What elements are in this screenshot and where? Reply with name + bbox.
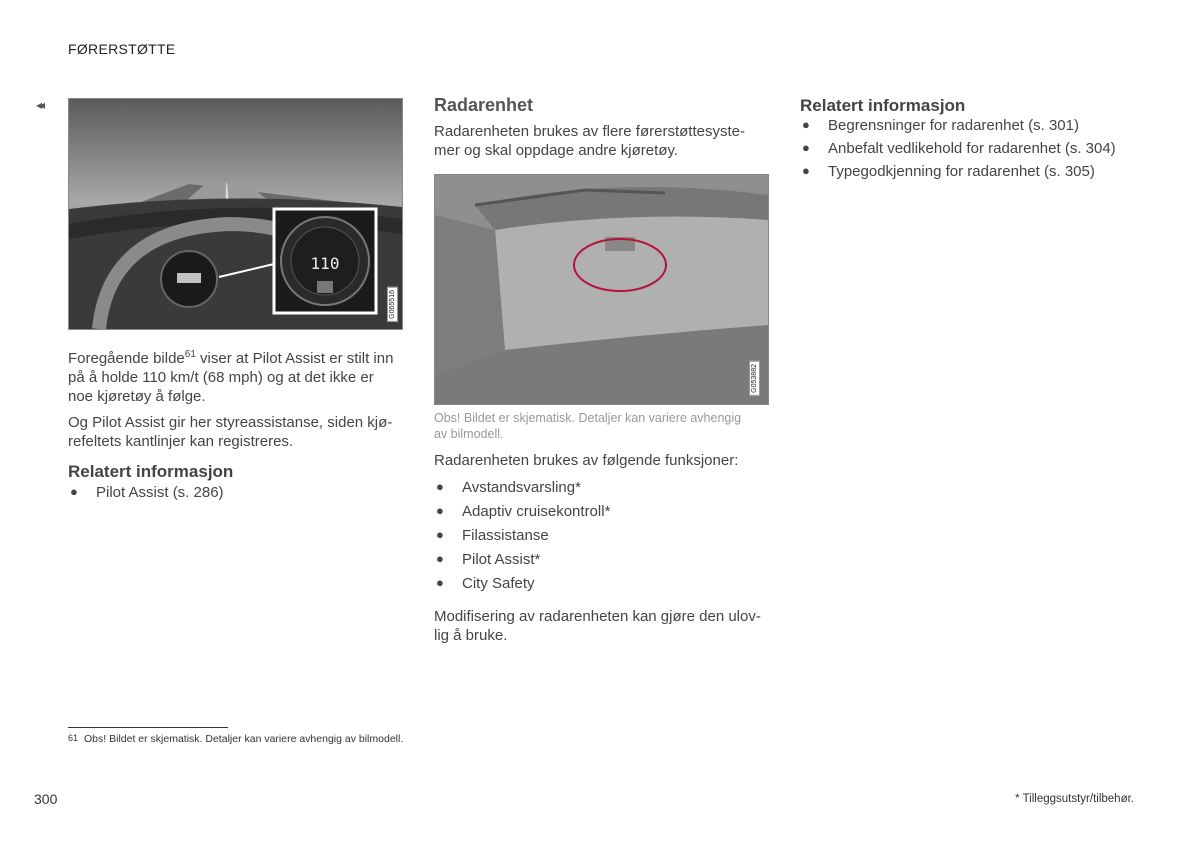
footnote-divider bbox=[68, 727, 228, 728]
list-item: ● City Safety bbox=[436, 575, 535, 592]
functions-intro: Radarenheten brukes av følgende funksjoner: bbox=[434, 452, 739, 469]
section-title: FØRERSTØTTE bbox=[68, 41, 176, 57]
related-info-title-left: Relatert informasjon bbox=[68, 462, 234, 481]
bullet: ● bbox=[436, 551, 444, 566]
related-list-left bbox=[68, 484, 224, 501]
dashboard-illustration bbox=[69, 99, 402, 329]
accessory-note: * Tilleggsutstyr/tilbehør. bbox=[1015, 793, 1134, 805]
list-item: ● Pilot Assist* bbox=[436, 551, 541, 568]
bullet: ● bbox=[802, 140, 810, 155]
bullet: ● bbox=[802, 163, 810, 178]
related-link[interactable]: ● Anbefalt vedlikehold for radarenhet (s. 304) bbox=[802, 140, 1116, 157]
bullet: ● bbox=[802, 117, 810, 132]
related-list-right bbox=[800, 117, 1116, 180]
radar-title: Radarenhet bbox=[434, 95, 534, 115]
pilot-assist-figure bbox=[68, 98, 403, 330]
radar-intro: Radarenheten brukes av flere førerstøttesyste- mer og skal oppdage andre kjøretøy. bbox=[434, 123, 745, 159]
related-info-title-right: Relatert informasjon bbox=[800, 96, 966, 115]
footnote-number: 61 bbox=[68, 733, 79, 743]
page-number: 300 bbox=[34, 791, 58, 807]
figure-caption: Obs! Bildet er skjematisk. Detaljer kan variere avhengig av bilmodell. bbox=[434, 411, 742, 441]
radar-figure bbox=[434, 174, 769, 405]
bullet: ● bbox=[436, 479, 444, 494]
list-item: ● Filassistanse bbox=[436, 527, 549, 544]
bullet: ● bbox=[436, 575, 444, 590]
functions-list bbox=[434, 479, 610, 592]
footnote: 61 Obs! Bildet er skjematisk. Detaljer kan variere avhengig av bilmodell. bbox=[68, 733, 404, 745]
list-item: ● Avstandsvarsling* bbox=[436, 479, 581, 496]
bullet: ● bbox=[70, 484, 78, 499]
related-link[interactable]: ● Pilot Assist (s. 286) bbox=[70, 484, 224, 501]
back-arrows-icon[interactable]: ◂◂ bbox=[36, 98, 43, 112]
related-link[interactable]: ● Begrensninger for radarenhet (s. 301) bbox=[802, 117, 1079, 134]
list-item: ● Adaptiv cruisekontroll* bbox=[436, 503, 611, 520]
figure-code: G065516 bbox=[387, 287, 398, 322]
steering-paragraph: Og Pilot Assist gir her styreassistanse, siden kjø- refeltets kantlinjer kan registreres. bbox=[68, 414, 393, 450]
bullet: ● bbox=[436, 503, 444, 518]
speed-readout: 110 bbox=[310, 254, 340, 273]
bullet: ● bbox=[436, 527, 444, 542]
windshield-illustration bbox=[435, 175, 768, 404]
figure-code: G053882 bbox=[749, 361, 760, 396]
footnote-ref[interactable]: 61 bbox=[184, 349, 196, 360]
intro-paragraph: Foregående bilde$^{61}$ viser at Pilot Assist er stilt inn på å holde 110 km/t (68 mph) og at det ikke er noe kjøretøy å følge. bbox=[68, 349, 394, 405]
modification-note: Modifisering av radarenheten kan gjøre den ulov- lig å bruke. bbox=[434, 608, 761, 644]
related-link[interactable]: ● Typegodkjenning for radarenhet (s. 305) bbox=[802, 163, 1095, 180]
